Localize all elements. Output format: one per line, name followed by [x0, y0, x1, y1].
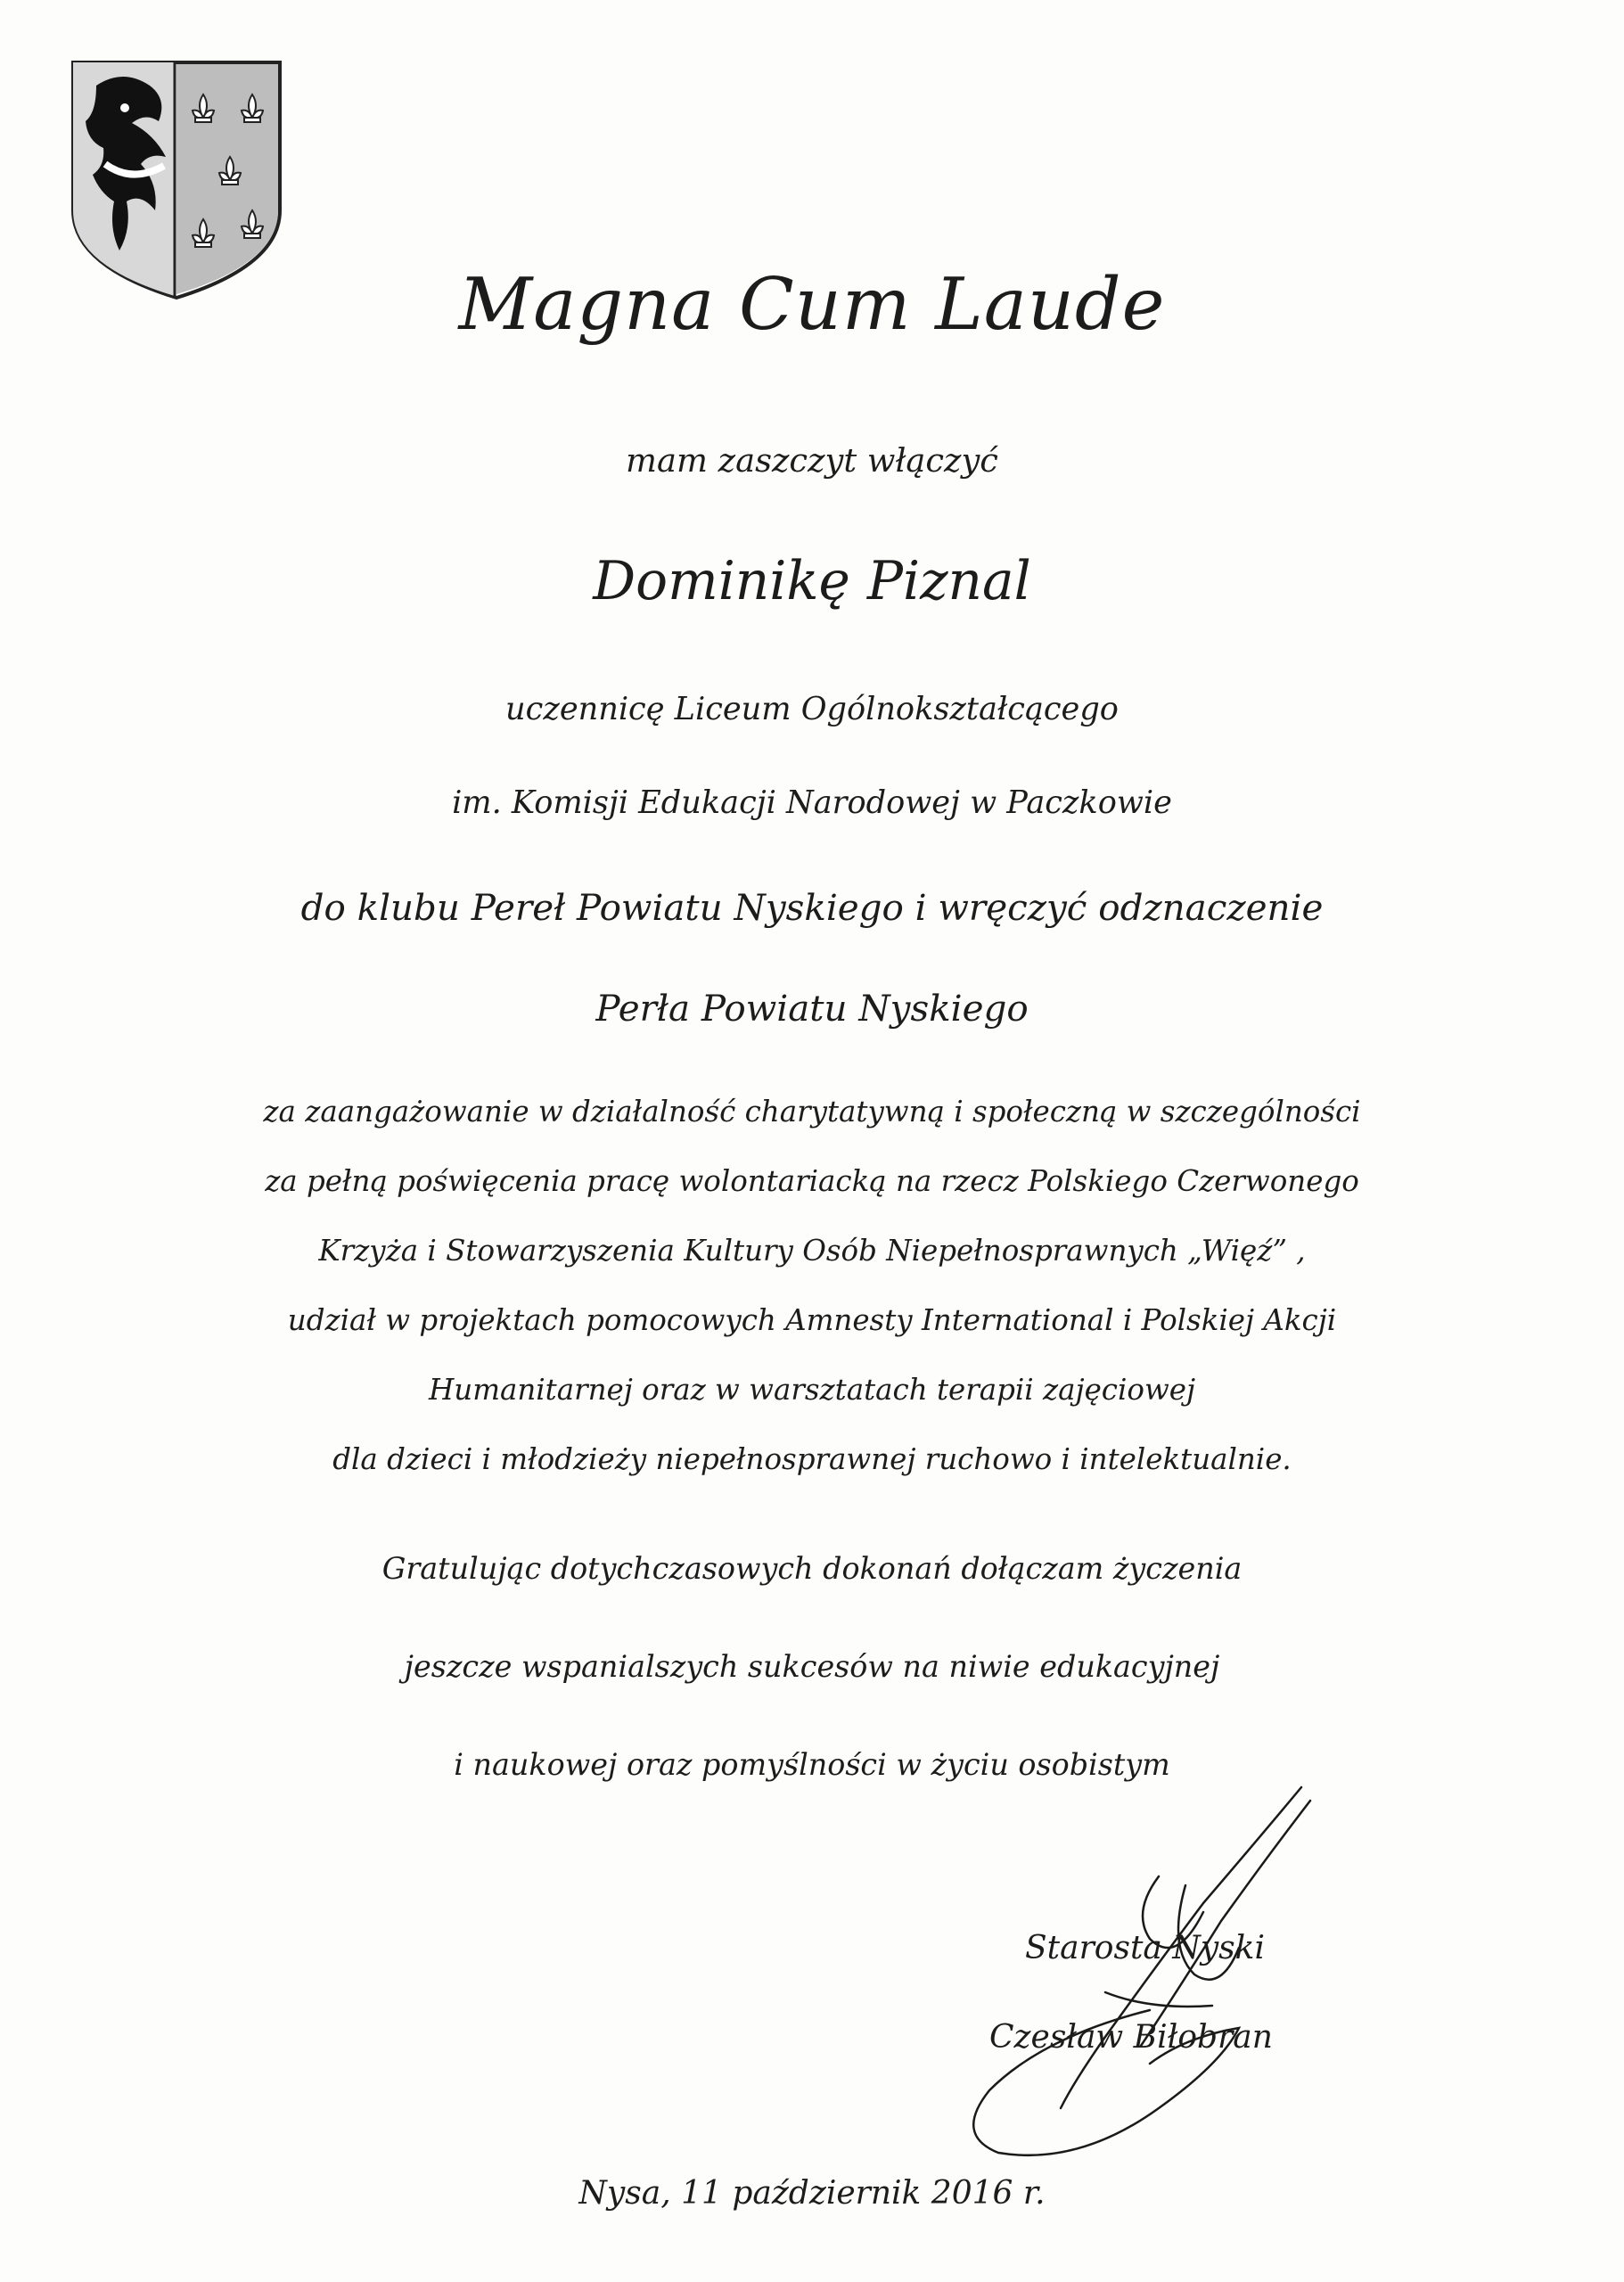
body-line: Krzyża i Stowarzyszenia Kultury Osób Niepełnosprawnych „Więź” , — [318, 1234, 1306, 1268]
body-line: za zaangażowanie w działalność charytatywną i społeczną w szczególności — [263, 1095, 1361, 1129]
intro-text: mam zaszczyt włączyć — [626, 441, 998, 480]
body-line: Humanitarnej oraz w warsztatach terapii zajęciowej — [428, 1373, 1196, 1407]
wishes-line: jeszcze wspanialszych sukcesów na niwie edukacyjnej — [404, 1649, 1220, 1684]
wishes-line: i naukowej oraz pomyślności w życiu osobistym — [454, 1747, 1170, 1782]
award-name: Perła Powiatu Nyskiego — [595, 988, 1029, 1030]
wishes-line: Gratulując dotychczasowych dokonań dołączam życzenia — [381, 1551, 1243, 1586]
signatory-title: Starosta Nyski — [1025, 1930, 1265, 1966]
certificate-title: Magna Cum Laude — [458, 263, 1166, 347]
handwritten-signature — [882, 1769, 1346, 2171]
school-line-1: uczennicę Liceum Ogólnokształcącego — [505, 691, 1119, 727]
body-line: udział w projektach pomocowych Amnesty International i Polskiej Akcji — [287, 1303, 1337, 1337]
club-line: do klubu Pereł Powiatu Nyskiego i wręczyć odznaczenie — [300, 887, 1324, 929]
school-line-2: im. Komisji Edukacji Narodowej w Paczkowie — [452, 784, 1172, 821]
recipient-name: Dominikę Piznal — [593, 551, 1031, 612]
body-line: dla dzieci i młodzieży niepełnosprawnej ruchowo i intelektualnie. — [332, 1442, 1292, 1476]
body-line: za pełną poświęcenia pracę wolontariacką na rzecz Polskiego Czerwonego — [265, 1164, 1359, 1198]
place-date: Nysa, 11 październik 2016 r. — [578, 2175, 1046, 2212]
signatory-name: Czesław Biłobran — [989, 2019, 1273, 2056]
